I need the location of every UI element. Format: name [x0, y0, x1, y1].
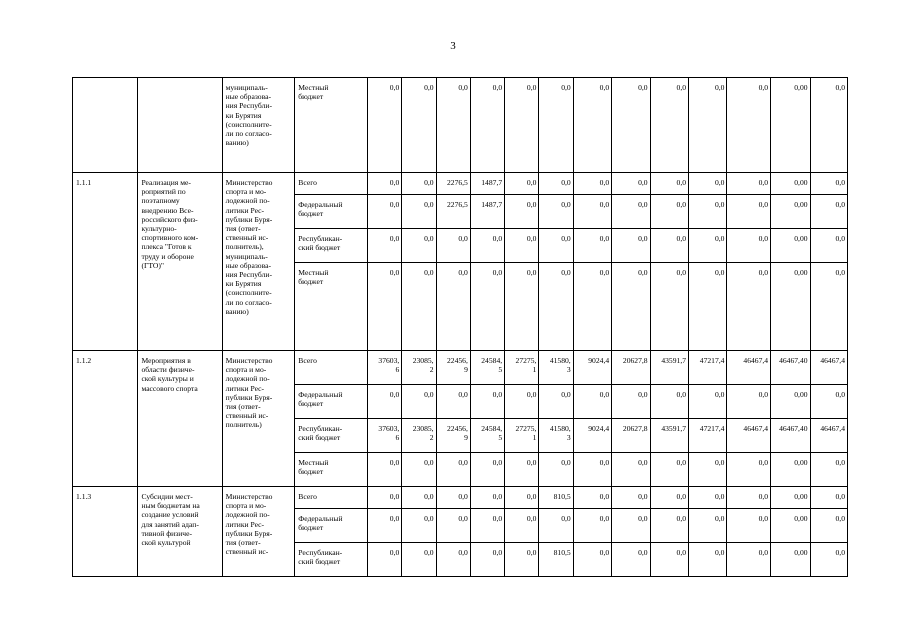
- amount-cell: 0,0: [727, 173, 771, 195]
- amount-cell: 0,0: [539, 195, 573, 229]
- item-responsible: муниципаль- ные образова- ния Республи- ки Бурятия (соисполните- ли по согласо- ванию): [222, 78, 295, 173]
- funding-source: Всего: [295, 351, 368, 385]
- amount-cell: 0,0: [505, 509, 539, 543]
- amount-cell: 0,00: [771, 509, 810, 543]
- amount-cell: 0,0: [612, 453, 650, 487]
- amount-cell: 0,0: [505, 487, 539, 509]
- amount-cell: 0,0: [810, 195, 847, 229]
- amount-cell: 0,0: [436, 229, 470, 263]
- amount-cell: 0,0: [368, 173, 402, 195]
- amount-cell: 0,0: [470, 263, 504, 351]
- table-row: [73, 78, 848, 173]
- amount-cell: 0,0: [539, 453, 573, 487]
- amount-cell: 0,0: [573, 487, 611, 509]
- amount-cell: 0,0: [689, 509, 727, 543]
- amount-cell: 0,0: [368, 229, 402, 263]
- amount-cell: 0,0: [810, 487, 847, 509]
- amount-cell: 0,0: [368, 78, 402, 173]
- amount-cell: 0,0: [402, 487, 436, 509]
- amount-cell: 0,0: [505, 78, 539, 173]
- amount-cell: 0,0: [368, 195, 402, 229]
- amount-cell: 0,0: [810, 453, 847, 487]
- item-code: 1.1.3: [73, 487, 138, 577]
- amount-cell: 0,0: [650, 263, 688, 351]
- amount-cell: 0,0: [539, 263, 573, 351]
- amount-cell: 0,0: [689, 229, 727, 263]
- amount-cell: 46467,4: [810, 351, 847, 385]
- amount-cell: 46467,4: [727, 419, 771, 453]
- amount-cell: 43591,7: [650, 419, 688, 453]
- funding-source: Местный бюджет: [295, 263, 368, 351]
- amount-cell: 0,0: [539, 385, 573, 419]
- funding-source: Всего: [295, 173, 368, 195]
- amount-cell: 47217,4: [689, 419, 727, 453]
- amount-cell: 0,0: [689, 385, 727, 419]
- amount-cell: 0,0: [436, 543, 470, 577]
- amount-cell: 0,0: [505, 385, 539, 419]
- amount-cell: 0,0: [689, 543, 727, 577]
- amount-cell: 0,0: [402, 229, 436, 263]
- amount-cell: 9024,4: [573, 351, 611, 385]
- amount-cell: 0,0: [810, 229, 847, 263]
- funding-source: Всего: [295, 487, 368, 509]
- funding-source: Республикан- ский бюджет: [295, 543, 368, 577]
- item-name: Мероприятия в области физиче- ской культуры и массового спорта: [138, 351, 222, 487]
- amount-cell: 0,0: [612, 487, 650, 509]
- amount-cell: 23085, 2: [402, 419, 436, 453]
- funding-source: Федеральный бюджет: [295, 195, 368, 229]
- amount-cell: 0,0: [612, 509, 650, 543]
- item-responsible: Министерство спорта и мо- лодежной по- литики Рес- публики Буря- тия (ответ- ственный ис- полнитель), муниципаль- ные образова- ния Республи- ки Бурятия (соисполните- ли по согласо- ванию): [222, 173, 295, 351]
- amount-cell: 0,0: [402, 78, 436, 173]
- amount-cell: 47217,4: [689, 351, 727, 385]
- amount-cell: 0,0: [539, 173, 573, 195]
- amount-cell: 37603, 6: [368, 419, 402, 453]
- amount-cell: 0,0: [689, 453, 727, 487]
- amount-cell: 0,0: [612, 229, 650, 263]
- amount-cell: 0,0: [436, 509, 470, 543]
- amount-cell: 2276,5: [436, 195, 470, 229]
- amount-cell: 810,5: [539, 487, 573, 509]
- amount-cell: 0,00: [771, 543, 810, 577]
- funding-source: Республикан- ский бюджет: [295, 419, 368, 453]
- amount-cell: 0,0: [505, 543, 539, 577]
- amount-cell: 0,00: [771, 263, 810, 351]
- amount-cell: 0,0: [810, 385, 847, 419]
- amount-cell: 0,0: [573, 173, 611, 195]
- amount-cell: 0,0: [368, 453, 402, 487]
- amount-cell: 0,0: [436, 385, 470, 419]
- amount-cell: 0,0: [810, 263, 847, 351]
- amount-cell: 0,00: [771, 195, 810, 229]
- amount-cell: 22456, 9: [436, 351, 470, 385]
- amount-cell: 0,0: [505, 195, 539, 229]
- amount-cell: 22456, 9: [436, 419, 470, 453]
- amount-cell: 0,00: [771, 487, 810, 509]
- funding-table: [72, 77, 848, 577]
- table-row: [73, 351, 848, 385]
- amount-cell: 0,0: [436, 263, 470, 351]
- amount-cell: 1487,7: [470, 173, 504, 195]
- funding-source: Федеральный бюджет: [295, 509, 368, 543]
- amount-cell: 41580, 3: [539, 419, 573, 453]
- item-code: 1.1.1: [73, 173, 138, 351]
- amount-cell: 0,0: [573, 229, 611, 263]
- amount-cell: 0,0: [612, 78, 650, 173]
- amount-cell: 20627,8: [612, 419, 650, 453]
- amount-cell: 46467,40: [771, 419, 810, 453]
- amount-cell: 0,0: [727, 543, 771, 577]
- amount-cell: 37603, 6: [368, 351, 402, 385]
- amount-cell: 46467,40: [771, 351, 810, 385]
- amount-cell: 0,0: [402, 173, 436, 195]
- amount-cell: 0,0: [727, 509, 771, 543]
- amount-cell: 0,0: [689, 263, 727, 351]
- amount-cell: 0,0: [727, 487, 771, 509]
- amount-cell: 0,0: [650, 453, 688, 487]
- amount-cell: 0,0: [810, 173, 847, 195]
- amount-cell: 0,0: [810, 543, 847, 577]
- amount-cell: 0,00: [771, 385, 810, 419]
- funding-source: Местный бюджет: [295, 78, 368, 173]
- amount-cell: 0,0: [368, 385, 402, 419]
- amount-cell: 0,0: [402, 385, 436, 419]
- amount-cell: 0,0: [689, 173, 727, 195]
- amount-cell: 0,0: [612, 543, 650, 577]
- amount-cell: 0,0: [727, 78, 771, 173]
- amount-cell: 0,0: [470, 543, 504, 577]
- amount-cell: 0,0: [470, 453, 504, 487]
- amount-cell: 0,0: [689, 78, 727, 173]
- amount-cell: 0,0: [470, 487, 504, 509]
- amount-cell: 0,0: [470, 78, 504, 173]
- amount-cell: 0,0: [505, 453, 539, 487]
- amount-cell: 0,0: [612, 385, 650, 419]
- amount-cell: 0,0: [402, 263, 436, 351]
- amount-cell: 0,0: [539, 229, 573, 263]
- amount-cell: 24584, 5: [470, 351, 504, 385]
- amount-cell: 0,0: [402, 195, 436, 229]
- funding-source: Республикан- ский бюджет: [295, 229, 368, 263]
- amount-cell: 46467,4: [727, 351, 771, 385]
- amount-cell: 0,0: [612, 263, 650, 351]
- amount-cell: 0,0: [650, 487, 688, 509]
- amount-cell: 0,0: [650, 173, 688, 195]
- amount-cell: 27275, 1: [505, 351, 539, 385]
- amount-cell: 46467,4: [810, 419, 847, 453]
- amount-cell: 0,0: [810, 78, 847, 173]
- amount-cell: 9024,4: [573, 419, 611, 453]
- amount-cell: 0,0: [573, 263, 611, 351]
- amount-cell: 0,0: [650, 78, 688, 173]
- item-code: 1.1.2: [73, 351, 138, 487]
- item-responsible: Министерство спорта и мо- лодежной по- литики Рес- публики Буря- тия (ответ- ственный ис-: [222, 487, 295, 577]
- amount-cell: 810,5: [539, 543, 573, 577]
- amount-cell: 0,0: [573, 385, 611, 419]
- amount-cell: 0,0: [573, 78, 611, 173]
- amount-cell: 0,0: [470, 509, 504, 543]
- amount-cell: 0,00: [771, 229, 810, 263]
- amount-cell: 0,0: [810, 509, 847, 543]
- amount-cell: 0,0: [436, 78, 470, 173]
- amount-cell: 0,0: [436, 487, 470, 509]
- amount-cell: 0,0: [727, 453, 771, 487]
- amount-cell: 0,0: [368, 509, 402, 543]
- amount-cell: 0,0: [368, 543, 402, 577]
- amount-cell: 0,0: [368, 487, 402, 509]
- amount-cell: 0,0: [612, 173, 650, 195]
- amount-cell: 0,0: [573, 195, 611, 229]
- amount-cell: 23085, 2: [402, 351, 436, 385]
- amount-cell: 0,0: [402, 543, 436, 577]
- amount-cell: 0,0: [650, 509, 688, 543]
- amount-cell: 0,0: [650, 229, 688, 263]
- amount-cell: 0,0: [650, 385, 688, 419]
- amount-cell: 0,0: [727, 229, 771, 263]
- item-responsible: Министерство спорта и мо- лодежной по- литики Рес- публики Буря- тия (ответ- ственный ис- полнитель): [222, 351, 295, 487]
- amount-cell: 0,0: [573, 543, 611, 577]
- amount-cell: 0,0: [368, 263, 402, 351]
- amount-cell: 0,0: [689, 487, 727, 509]
- amount-cell: 0,0: [689, 195, 727, 229]
- amount-cell: 0,0: [402, 509, 436, 543]
- amount-cell: 20627,8: [612, 351, 650, 385]
- item-name: Реализация ме- роприятий по поэтапному внедрению Все- российского физ- культурно- спортивного ком- плекса "Готов к труду и обороне (ГТО)": [138, 173, 222, 351]
- amount-cell: 0,00: [771, 78, 810, 173]
- item-name: [138, 78, 222, 173]
- amount-cell: 0,0: [470, 385, 504, 419]
- item-name: Субсидии мест- ным бюджетам на создание условий для занятий адап- тивной физиче- ской культурой: [138, 487, 222, 577]
- amount-cell: 0,0: [612, 195, 650, 229]
- amount-cell: 41580, 3: [539, 351, 573, 385]
- amount-cell: 0,0: [539, 509, 573, 543]
- funding-source: Местный бюджет: [295, 453, 368, 487]
- item-code: [73, 78, 138, 173]
- page-number: 3: [450, 40, 456, 52]
- amount-cell: 27275, 1: [505, 419, 539, 453]
- amount-cell: 0,0: [505, 173, 539, 195]
- amount-cell: 0,0: [650, 195, 688, 229]
- amount-cell: 1487,7: [470, 195, 504, 229]
- funding-source: Федеральный бюджет: [295, 385, 368, 419]
- table-row: [73, 173, 848, 195]
- amount-cell: 0,0: [650, 543, 688, 577]
- amount-cell: 0,0: [402, 453, 436, 487]
- amount-cell: 0,0: [505, 263, 539, 351]
- amount-cell: 0,00: [771, 453, 810, 487]
- amount-cell: 0,0: [539, 78, 573, 173]
- table-row: [73, 487, 848, 509]
- amount-cell: 0,0: [727, 195, 771, 229]
- amount-cell: 0,00: [771, 173, 810, 195]
- amount-cell: 0,0: [505, 229, 539, 263]
- amount-cell: 0,0: [470, 229, 504, 263]
- amount-cell: 0,0: [573, 509, 611, 543]
- amount-cell: 0,0: [727, 263, 771, 351]
- amount-cell: 2276,5: [436, 173, 470, 195]
- amount-cell: 0,0: [436, 453, 470, 487]
- amount-cell: 0,0: [573, 453, 611, 487]
- amount-cell: 43591,7: [650, 351, 688, 385]
- amount-cell: 24584, 5: [470, 419, 504, 453]
- amount-cell: 0,0: [727, 385, 771, 419]
